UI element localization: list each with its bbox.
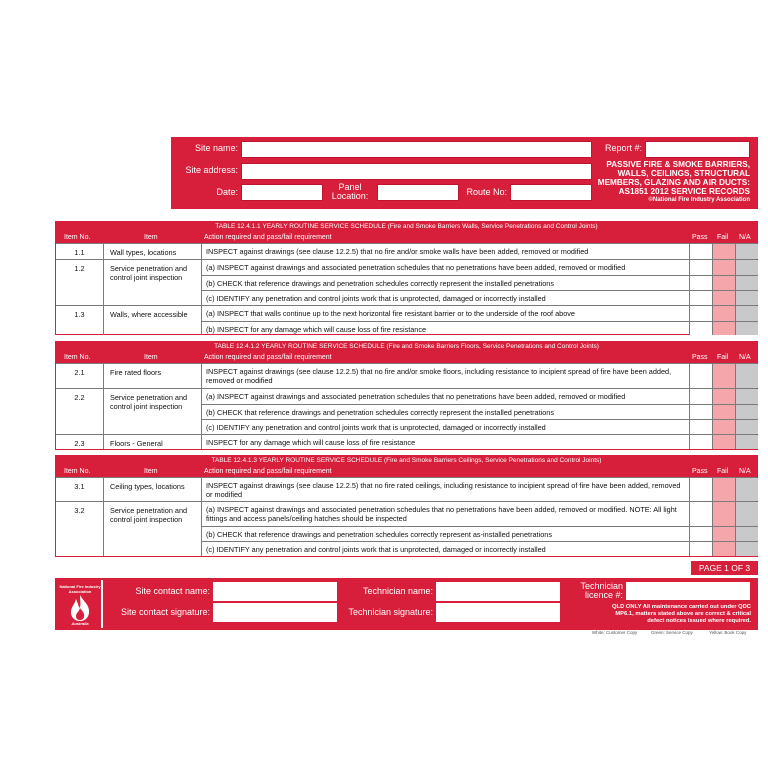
- table-caption: TABLE 12.4.1.2 YEARLY ROUTINE SERVICE SCHEDULE (Fire and Smoke Barriers Floors, Service Penetrations and Control Joints): [56, 342, 757, 352]
- action-text: (b) INSPECT for any damage which will cause loss of fire resistance: [202, 321, 689, 336]
- col-fail: Fail: [717, 354, 729, 361]
- action-text: (a) INSPECT against drawings and associated penetration schedules that no penetrations have been added, removed or modified: [206, 392, 626, 401]
- schedule-table-floors: [55, 341, 758, 450]
- schedule-table-walls: [55, 221, 758, 335]
- item-name: Service penetration and control joint inspection: [103, 260, 201, 305]
- item-name: Service penetration and control joint inspection: [103, 502, 201, 556]
- item-number: 1.3: [74, 310, 85, 319]
- col-item-no: Item No.: [64, 354, 91, 361]
- table-row: [56, 243, 757, 259]
- table-caption: TABLE 12.4.1.3 YEARLY ROUTINE SERVICE SCHEDULE (Fire and Smoke Barriers Ceilings, Service Penetrations and Control Joints): [56, 456, 757, 466]
- logo-text: National Fire Industry: [59, 584, 101, 589]
- table-row: [56, 501, 757, 556]
- na-checkbox[interactable]: [735, 389, 758, 434]
- item-number: 2.3: [74, 439, 85, 448]
- action-cell: [201, 244, 689, 259]
- pass-checkbox[interactable]: [689, 244, 712, 259]
- action-text: (c) IDENTIFY any penetration and control joints work that is unprotected, damaged or incorrectly installed: [202, 290, 689, 305]
- pass-checkbox[interactable]: [689, 364, 712, 388]
- col-na: N/A: [739, 234, 751, 241]
- site-contact-signature-label: Site contact signature:: [120, 607, 210, 617]
- date-field[interactable]: [241, 184, 323, 201]
- pass-checkbox[interactable]: [689, 306, 712, 335]
- technician-name-field[interactable]: [436, 582, 560, 601]
- copy-label-green: Green: Service Copy: [651, 630, 693, 635]
- copy-label-yellow: Yellow: Book Copy: [709, 630, 747, 635]
- action-text: (b) CHECK that reference drawings and penetration schedules correctly represent the installed penetrations: [202, 275, 689, 290]
- form-title-line: MEMBERS, GLAZING AND AIR DUCTS:: [597, 178, 750, 187]
- action-text: (b) CHECK that reference drawings and penetration schedules correctly represent as-installed penetrations: [202, 526, 689, 541]
- col-action: Action required and pass/fail requirement: [204, 234, 332, 241]
- action-cell: [201, 306, 689, 335]
- item-name: Floors - General: [103, 435, 201, 449]
- copy-label-white: White: Customer Copy: [592, 630, 638, 635]
- action-text: INSPECT against drawings (see clause 12.2.5) that no fire and/or smoke walls have been added, removed or modified: [206, 247, 589, 256]
- site-address-field[interactable]: [241, 163, 592, 180]
- action-text: (a) INSPECT against drawings and associated penetration schedules that no penetrations have been added, removed or modified: [206, 263, 626, 272]
- table-row: [56, 305, 757, 335]
- route-no-field[interactable]: [510, 184, 592, 201]
- technician-signature-field[interactable]: [436, 603, 560, 622]
- technician-licence-label-line1: Technician: [580, 581, 623, 591]
- fail-checkbox[interactable]: [712, 260, 735, 305]
- item-number: 3.2: [74, 506, 85, 515]
- item-name: Walls, where accessible: [103, 306, 201, 335]
- action-cell: [201, 364, 689, 388]
- table-caption: TABLE 12.4.1.1 YEARLY ROUTINE SERVICE SCHEDULE (Fire and Smoke Barriers Walls, Service Penetrations and Control Joints): [56, 222, 757, 232]
- col-item-no: Item No.: [64, 468, 91, 475]
- form-title-line: PASSIVE FIRE & SMOKE BARRIERS,: [606, 160, 750, 169]
- fail-checkbox[interactable]: [712, 244, 735, 259]
- action-text: (c) IDENTIFY any penetration and control joints work that is unprotected, damaged or incorrectly installed: [202, 541, 689, 556]
- item-number: 2.1: [74, 368, 85, 377]
- action-text: INSPECT against drawings (see clause 12.2.5) that no fire rated ceilings, including resistance to incipient spread of fire have been added, removed or modified: [206, 481, 681, 499]
- site-name-label: Site name:: [194, 143, 238, 153]
- page-indicator: PAGE 1 OF 3: [691, 561, 758, 575]
- col-item: Item: [144, 354, 158, 361]
- form-title: [596, 160, 750, 205]
- col-pass: Pass: [692, 354, 708, 361]
- fail-checkbox[interactable]: [712, 478, 735, 501]
- action-text: INSPECT for any damage which will cause loss of fire resistance: [206, 438, 416, 447]
- technician-licence-label-line2: licence #:: [584, 590, 623, 600]
- route-no-label: Route No:: [466, 187, 507, 197]
- flame-icon: [66, 594, 94, 622]
- panel-location-label: [326, 183, 374, 201]
- item-number: 1.2: [74, 264, 85, 273]
- col-na: N/A: [739, 354, 751, 361]
- item-name: Fire rated floors: [103, 364, 201, 388]
- col-item: Item: [144, 468, 158, 475]
- item-name: Service penetration and control joint inspection: [103, 389, 201, 434]
- action-cell: [201, 502, 689, 556]
- site-contact-name-label: Site contact name:: [135, 586, 210, 596]
- col-fail: Fail: [717, 234, 729, 241]
- table-row: [56, 434, 757, 449]
- item-number: 1.1: [74, 248, 85, 257]
- action-cell: [201, 389, 689, 434]
- col-pass: Pass: [692, 234, 708, 241]
- logo-text: Association: [68, 589, 92, 594]
- pass-checkbox[interactable]: [689, 260, 712, 305]
- action-text: (a) INSPECT against drawings and associated penetration schedules that no penetrations have been added, removed or modified. NOTE: All light fittings and access panels/ceiling hatches should be inspected: [206, 505, 677, 523]
- qld-note: [591, 604, 751, 625]
- col-fail: Fail: [717, 468, 729, 475]
- fail-checkbox[interactable]: [712, 389, 735, 434]
- table-row: [56, 259, 757, 305]
- fail-checkbox[interactable]: [712, 364, 735, 388]
- report-number-label: Report #:: [604, 143, 642, 153]
- table-header-row: [56, 232, 757, 243]
- action-cell: [201, 260, 689, 305]
- na-checkbox[interactable]: [735, 244, 758, 259]
- schedule-table-ceilings: [55, 455, 758, 557]
- col-action: Action required and pass/fail requirement: [204, 354, 332, 361]
- logo-country: Australia: [71, 621, 89, 626]
- action-text: INSPECT against drawings (see clause 12.2.5) that no fire and/or smoke floors, including resistance to incipient spread of fire have been added, removed or modified: [206, 367, 672, 385]
- item-name: Ceiling types, locations: [103, 478, 201, 501]
- pass-checkbox[interactable]: [689, 502, 712, 556]
- fail-checkbox[interactable]: [712, 306, 735, 335]
- pass-checkbox[interactable]: [689, 435, 712, 449]
- action-cell: [201, 478, 689, 501]
- fail-checkbox[interactable]: [712, 435, 735, 449]
- panel-location-label-line1: Panel: [338, 182, 362, 192]
- na-checkbox[interactable]: [735, 435, 758, 449]
- logo-panel: [57, 580, 103, 628]
- site-contact-name-field[interactable]: [213, 582, 337, 601]
- col-na: N/A: [739, 468, 751, 475]
- date-label: Date:: [216, 187, 238, 197]
- table-header-row: [56, 466, 757, 477]
- pass-checkbox[interactable]: [689, 478, 712, 501]
- na-checkbox[interactable]: [735, 364, 758, 388]
- action-text: (a) INSPECT that walls continue up to the next horizontal fire resistant barrier or to the underside of the roof above: [206, 309, 575, 318]
- na-checkbox[interactable]: [735, 260, 758, 305]
- col-item: Item: [144, 234, 158, 241]
- form-title-line: WALLS, CEILINGS, STRUCTURAL: [617, 169, 750, 178]
- item-name: Wall types, locations: [103, 244, 201, 259]
- table-row: [56, 363, 757, 388]
- action-cell: [201, 435, 689, 449]
- col-action: Action required and pass/fail requirement: [204, 468, 332, 475]
- na-checkbox[interactable]: [735, 306, 758, 335]
- col-item-no: Item No.: [64, 234, 91, 241]
- qld-note-line: defect notices issued where required.: [647, 618, 751, 624]
- action-text: (b) CHECK that reference drawings and penetration schedules correctly represent the installed penetrations: [202, 404, 689, 419]
- action-text: (c) IDENTIFY any penetration and control joints work that is unprotected, damaged or incorrectly installed: [202, 419, 689, 434]
- col-pass: Pass: [692, 468, 708, 475]
- copyright-text: ©National Fire Industry Association: [648, 197, 750, 203]
- technician-signature-label: Technician signature:: [348, 607, 433, 617]
- form-title-line: AS1851 2012 SERVICE RECORDS: [618, 187, 750, 196]
- table-row: [56, 388, 757, 434]
- table-row: [56, 477, 757, 501]
- qld-note-line: QLD ONLY All maintenance carried out under QDC: [612, 604, 751, 610]
- technician-licence-label: [563, 582, 623, 600]
- site-name-field[interactable]: [241, 141, 592, 158]
- site-address-label: Site address:: [185, 165, 238, 175]
- site-contact-signature-field[interactable]: [213, 603, 337, 622]
- na-checkbox[interactable]: [735, 502, 758, 556]
- item-number: 2.2: [74, 393, 85, 402]
- pass-checkbox[interactable]: [689, 389, 712, 434]
- report-number-field[interactable]: [645, 141, 750, 158]
- fail-checkbox[interactable]: [712, 502, 735, 556]
- nfia-logo: [55, 578, 105, 630]
- panel-location-label-line2: Location:: [331, 191, 369, 201]
- qld-note-line: MP6.1, matters stated above are correct & critical: [615, 611, 751, 617]
- na-checkbox[interactable]: [735, 478, 758, 501]
- item-number: 3.1: [74, 482, 85, 491]
- technician-name-label: Technician name:: [362, 586, 433, 596]
- panel-location-field[interactable]: [377, 184, 459, 201]
- technician-licence-field[interactable]: [626, 582, 750, 600]
- table-header-row: [56, 352, 757, 363]
